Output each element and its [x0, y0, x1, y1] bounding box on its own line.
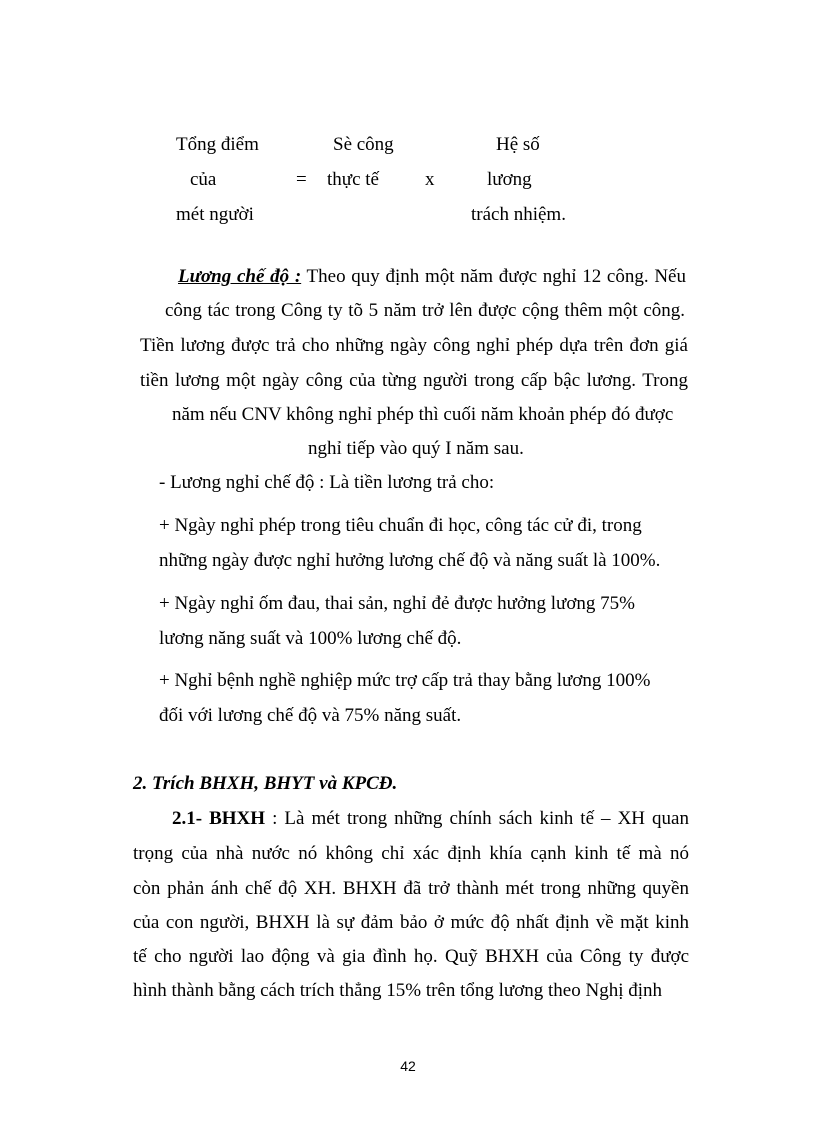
- list-item-3-line-1: + Nghỉ bệnh nghề nghiệp mức trợ cấp trả thay bằng lương 100%: [159, 670, 651, 691]
- formula-right-line-2: lương: [487, 169, 532, 190]
- formula-times-sign: x: [425, 169, 435, 190]
- bhxh-line-4: của con người, BHXH là sự đảm bảo ở mức độ nhất định về mặt kinh: [133, 912, 689, 933]
- bhxh-subheading: 2.1- BHXH: [172, 808, 266, 829]
- bhxh-line-3: còn phản ánh chế độ XH. BHXH đã trở thành mét trong những quyền: [133, 878, 689, 899]
- luong-che-do-line-1: Theo quy định một năm được nghỉ 12 công. Nếu: [306, 266, 686, 287]
- formula-right-line-3: trách nhiệm.: [471, 204, 566, 225]
- list-intro: - Lương nghỉ chế độ : Là tiền lương trả cho:: [159, 472, 495, 493]
- formula-left-line-1: Tổng điểm: [176, 134, 259, 155]
- list-item-2-line-1: + Ngày nghỉ ốm đau, thai sản, nghỉ đẻ được hưởng lương 75%: [159, 593, 635, 614]
- paragraph-first-line: [178, 266, 686, 288]
- bhxh-line-5: tế cho người lao động và gia đình họ. Quỹ BHXH của Công ty được: [133, 946, 689, 967]
- list-item-1-line-1: + Ngày nghỉ phép trong tiêu chuẩn đi học, công tác cử đi, trong: [159, 515, 642, 536]
- luong-che-do-line-2: công tác trong Công ty tõ 5 năm trở lên được cộng thêm một công.: [165, 300, 685, 321]
- luong-che-do-line-4: tiền lương một ngày công của từng người trong cấp bậc lương. Trong: [140, 370, 688, 391]
- luong-che-do-line-3: Tiền lương được trả cho những ngày công nghỉ phép dựa trên đơn giá: [140, 335, 688, 356]
- luong-che-do-line-6: nghỉ tiếp vào quý I năm sau.: [308, 438, 524, 459]
- formula-equals-sign: =: [296, 169, 307, 190]
- formula-left-line-3: mét người: [176, 204, 254, 225]
- bhxh-line-6: hình thành bằng cách trích thẳng 15% trên tổng lương theo Nghị định: [133, 980, 663, 1001]
- luong-che-do-heading: Lương chế độ :: [178, 266, 302, 287]
- list-item-2-line-2: lương năng suất và 100% lương chế độ.: [159, 628, 462, 649]
- list-item-3-line-2: đối với lương chế độ và 75% năng suất.: [159, 705, 462, 726]
- formula-left-line-2: của: [190, 169, 217, 190]
- formula-middle-line-1: Sè công: [333, 134, 394, 155]
- page-number: 42: [400, 1058, 416, 1074]
- bhxh-line-1: : Là mét trong những chính sách kinh tế – XH quan: [272, 808, 689, 829]
- bhxh-first-line: [172, 808, 689, 830]
- list-item-1-line-2: những ngày được nghỉ hưởng lương chế độ và năng suất là 100%.: [159, 550, 661, 571]
- luong-che-do-line-5: năm nếu CNV không nghỉ phép thì cuối năm khoản phép đó được: [172, 404, 674, 425]
- section-2-title: 2. Trích BHXH, BHYT và KPCĐ.: [133, 773, 398, 794]
- formula-right-line-1: Hệ số: [496, 134, 540, 155]
- bhxh-line-2: trọng của nhà nước nó không chỉ xác định khía cạnh kinh tế mà nó: [133, 843, 689, 864]
- formula-middle-line-2: thực tế: [327, 169, 379, 190]
